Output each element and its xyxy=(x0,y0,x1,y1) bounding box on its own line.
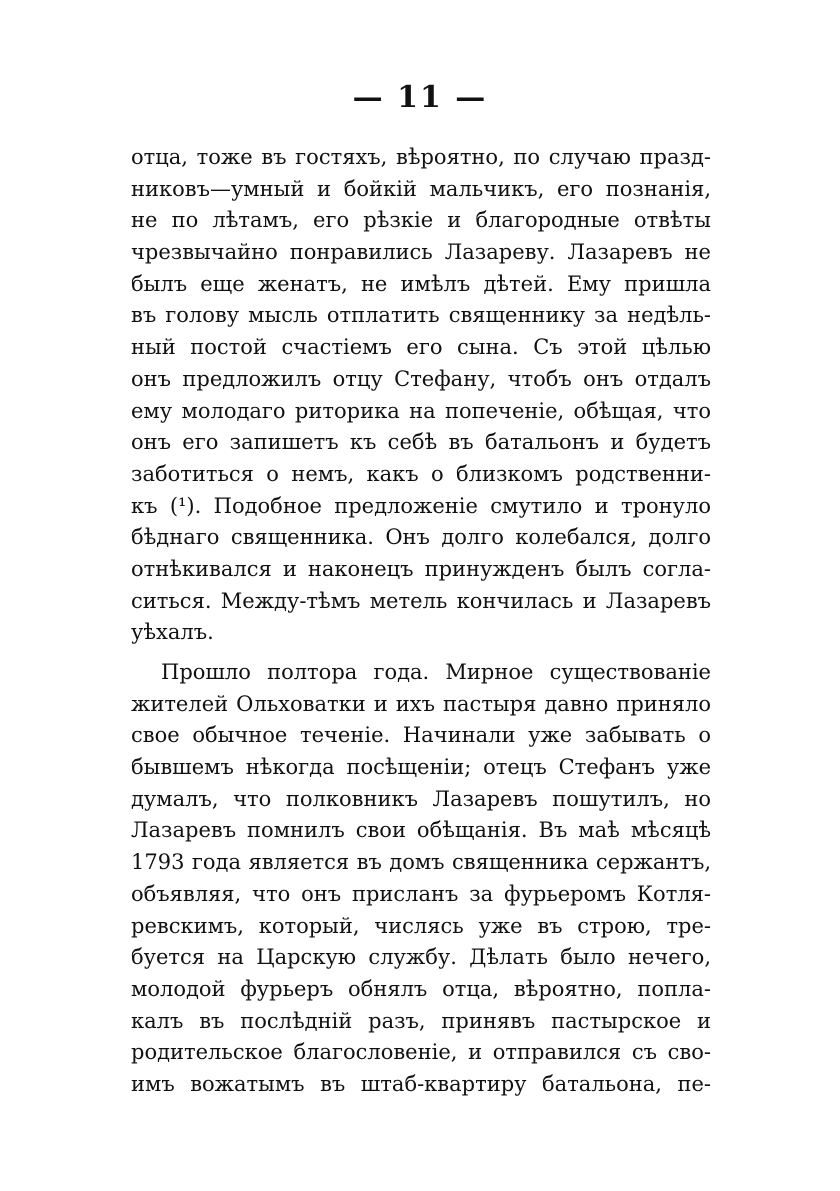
page-number: — 11 — xyxy=(352,80,488,115)
text-line: бывшемъ нѣкогда посѣщеніи; отецъ Стефанъ уже xyxy=(131,755,711,780)
text-line: бѣднаго священника. Онъ долго колебался, долго xyxy=(131,525,711,550)
text-line: жителей Ольховатки и ихъ пастыря давно приняло xyxy=(131,691,711,716)
text-line: былъ еще женатъ, не имѣлъ дѣтей. Ему пришла xyxy=(131,271,711,296)
text-line: никовъ—умный и бойкій мальчикъ, его познанія, xyxy=(131,176,711,201)
text-line: буется на Царскую службу. Дѣлать было нечего, xyxy=(131,945,711,970)
text-line: объявляя, что онъ присланъ за фурьеромъ Котля- xyxy=(131,881,711,906)
text-line: ему молодаго риторика на попеченіе, обѣщая, что xyxy=(131,398,711,423)
text-line: 1793 года является въ домъ священника сержантъ, xyxy=(131,850,711,875)
text-line: ревскимъ, который, числясь уже въ строю, тре- xyxy=(131,913,711,938)
text-line: Лазаревъ помнилъ свои обѣщанія. Въ маѣ мѣсяцѣ xyxy=(131,818,711,843)
text-line: онъ предложилъ отцу Стефану, чтобъ онъ отдалъ xyxy=(131,366,711,391)
text-line: ситься. Между-тѣмъ метель кончилась и Лазаревъ xyxy=(131,588,711,613)
text-line: въ голову мысль отплатить священнику за недѣль- xyxy=(131,303,711,328)
text-line: калъ въ послѣдній разъ, принявъ пастырское и xyxy=(131,1008,711,1033)
text-line: родительское благословеніе, и отправился съ сво- xyxy=(131,1040,711,1065)
text-line: чрезвычайно понравились Лазареву. Лазаревъ не xyxy=(131,240,711,265)
text-line: отца, тоже въ гостяхъ, вѣроятно, по случаю празд- xyxy=(131,145,711,169)
body-text xyxy=(131,142,711,1101)
text-line: отнѣкивался и наконецъ принужденъ былъ согла- xyxy=(131,556,711,581)
paragraph-2 xyxy=(131,657,711,1101)
text-line: Прошло полтора года. Мирное существованіе xyxy=(161,660,711,684)
text-line: не по лѣтамъ, его рѣзкіе и благородные отвѣты xyxy=(131,208,711,233)
text-line: имъ вожатымъ въ штаб-квартиру батальона, пе- xyxy=(131,1071,711,1096)
paragraph-gap xyxy=(131,649,711,657)
text-line: ный постой счастіемъ его сына. Съ этой цѣлью xyxy=(131,335,711,360)
text-line: заботиться о немъ, какъ о близкомъ родственни- xyxy=(131,461,711,486)
text-line: свое обычное теченіе. Начинали уже забывать о xyxy=(131,723,711,748)
text-line: молодой фурьеръ обнялъ отца, вѣроятно, попла- xyxy=(131,976,711,1001)
footnote-reference-line: къ (¹). Подобное предложеніе смутило и тронуло xyxy=(131,493,711,518)
text-line: уѣхалъ. xyxy=(131,620,214,645)
paragraph-1 xyxy=(131,142,711,649)
text-line: думалъ, что полковникъ Лазаревъ пошутилъ, но xyxy=(131,786,711,811)
text-line: онъ его запишетъ къ себѣ въ батальонъ и будетъ xyxy=(131,430,711,455)
